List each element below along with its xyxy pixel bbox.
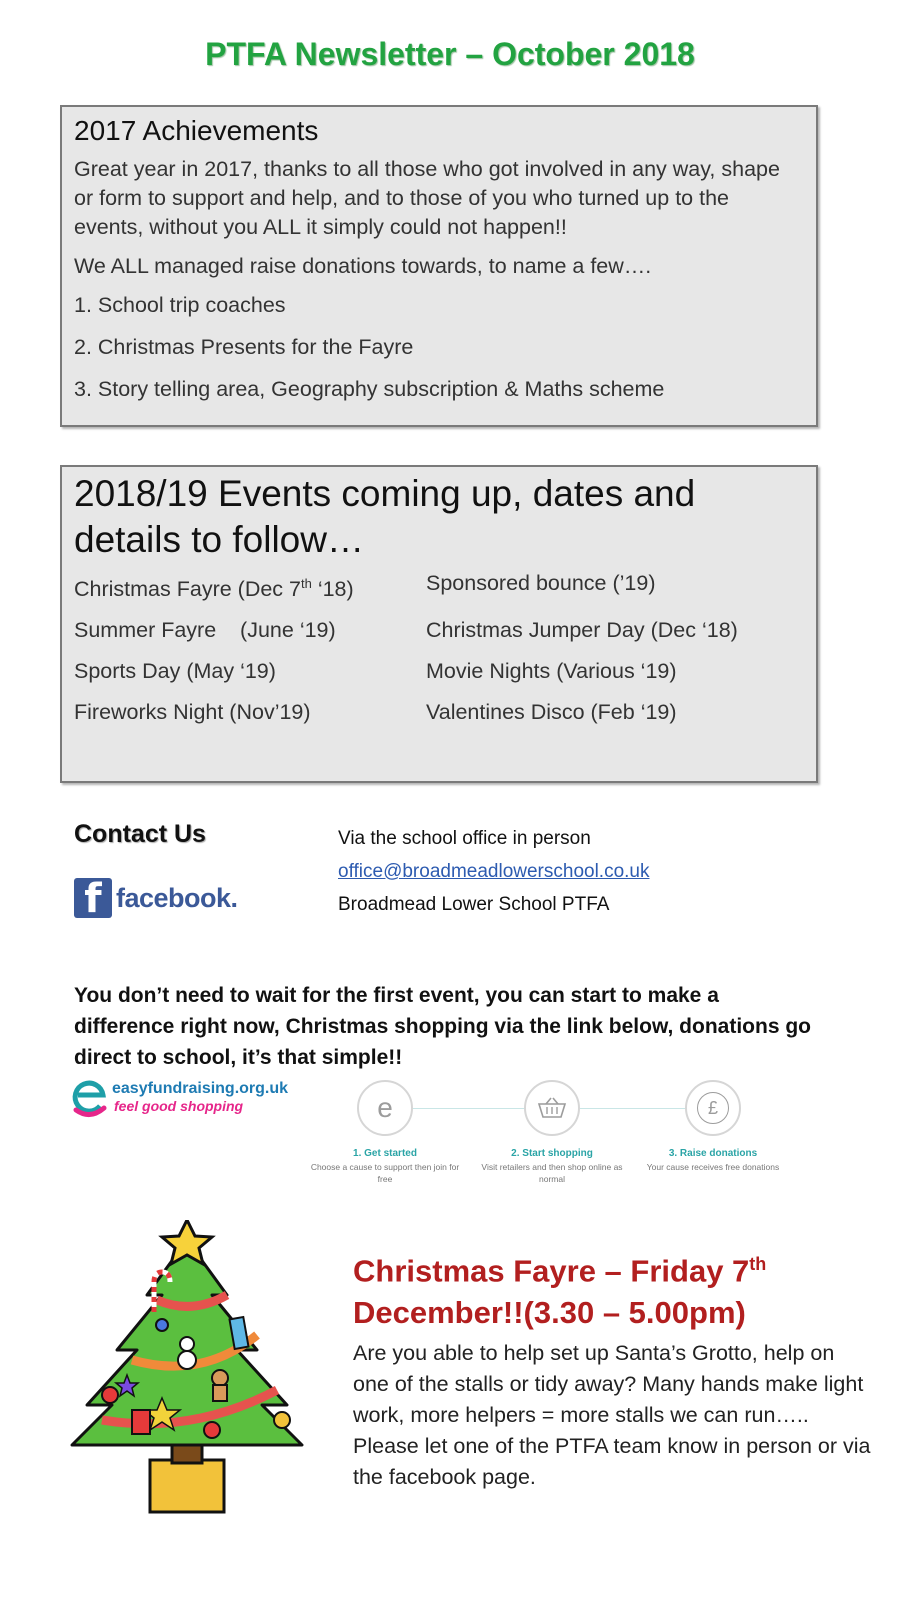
contact-heading: Contact Us bbox=[74, 820, 206, 848]
facebook-wordmark: facebook. bbox=[116, 882, 238, 913]
facebook-icon: f bbox=[74, 878, 112, 918]
call-to-action: You don’t need to wait for the first event, you can start to make a difference right now, Christmas shopping via the link below, donations go direct to school, it’s that simple!! bbox=[74, 984, 811, 1069]
achievements-box bbox=[60, 105, 818, 427]
event-item: Sponsored bounce (’19) bbox=[426, 571, 656, 595]
fundraising-steps bbox=[310, 1080, 790, 1190]
e-icon: e bbox=[357, 1080, 413, 1136]
step-description: Your cause receives free donations bbox=[646, 1162, 780, 1172]
contact-details bbox=[338, 822, 650, 921]
contact-email-link[interactable]: office@broadmeadlowerschool.co.uk bbox=[338, 861, 650, 882]
achievement-item: 2. Christmas Presents for the Fayre bbox=[74, 335, 414, 359]
facebook-logo[interactable] bbox=[74, 876, 238, 920]
event-item: Summer Fayre (June ‘19) bbox=[74, 618, 336, 643]
christmas-tree-icon bbox=[62, 1220, 312, 1520]
event-item: Christmas Fayre (Dec 7th ‘18) bbox=[74, 576, 354, 602]
easyfundraising-icon bbox=[70, 1076, 110, 1118]
christmas-fayre-contact: Please let one of the PTFA team know in person or via the facebook page. bbox=[353, 1434, 871, 1490]
achievements-lead: We ALL managed raise donations towards, to name a few…. bbox=[74, 254, 652, 278]
step-label: 3. Raise donations bbox=[668, 1148, 758, 1159]
events-list bbox=[74, 569, 804, 727]
event-item: Christmas Jumper Day (Dec ‘18) bbox=[426, 618, 738, 643]
easyfundraising-name: easyfundraising.org.uk bbox=[112, 1080, 289, 1097]
step-start-shopping bbox=[477, 1080, 627, 1185]
easyfundraising-tagline: feel good shopping bbox=[114, 1098, 244, 1114]
events-heading: 2018/19 Events coming up, dates and details to follow… bbox=[74, 473, 696, 560]
contact-facebook-page: Broadmead Lower School PTFA bbox=[338, 894, 610, 915]
easyfundraising-logo[interactable] bbox=[70, 1074, 310, 1124]
pound-icon: £ bbox=[685, 1080, 741, 1136]
christmas-fayre-body: Are you able to help set up Santa’s Grotto, help on one of the stalls or tidy away? Many hands make light work, more helpers = more stalls we can run….. bbox=[353, 1341, 864, 1428]
step-raise-donations bbox=[638, 1080, 788, 1173]
events-box bbox=[60, 465, 818, 783]
christmas-fayre-heading: Christmas Fayre – Friday 7th December!!(3.30 – 5.00pm) bbox=[353, 1253, 767, 1331]
event-item: Movie Nights (Various ‘19) bbox=[426, 659, 677, 684]
christmas-fayre-section bbox=[353, 1243, 873, 1493]
event-item: Valentines Disco (Feb ‘19) bbox=[426, 700, 677, 725]
step-description: Visit retailers and then shop online as normal bbox=[481, 1162, 623, 1184]
event-item: Sports Day (May ‘19) bbox=[74, 659, 276, 684]
step-get-started bbox=[310, 1080, 460, 1185]
basket-icon bbox=[524, 1080, 580, 1136]
contact-office: Via the school office in person bbox=[338, 828, 591, 849]
step-label: 1. Get started bbox=[353, 1148, 417, 1159]
step-label: 2. Start shopping bbox=[511, 1148, 593, 1159]
step-description: Choose a cause to support then join for free bbox=[310, 1162, 460, 1184]
achievement-item: 3. Story telling area, Geography subscription & Maths scheme bbox=[74, 377, 665, 401]
event-item: Fireworks Night (Nov’19) bbox=[74, 700, 311, 725]
achievement-item: 1. School trip coaches bbox=[74, 293, 286, 317]
achievements-intro: Great year in 2017, thanks to all those who got involved in any way, shape or form to support and help, and to those of you who turned up to the events, without you ALL it simply could not happen!! bbox=[74, 157, 780, 239]
newsletter-title: PTFA Newsletter – October 2018 bbox=[205, 36, 695, 72]
achievements-heading: 2017 Achievements bbox=[74, 115, 319, 146]
